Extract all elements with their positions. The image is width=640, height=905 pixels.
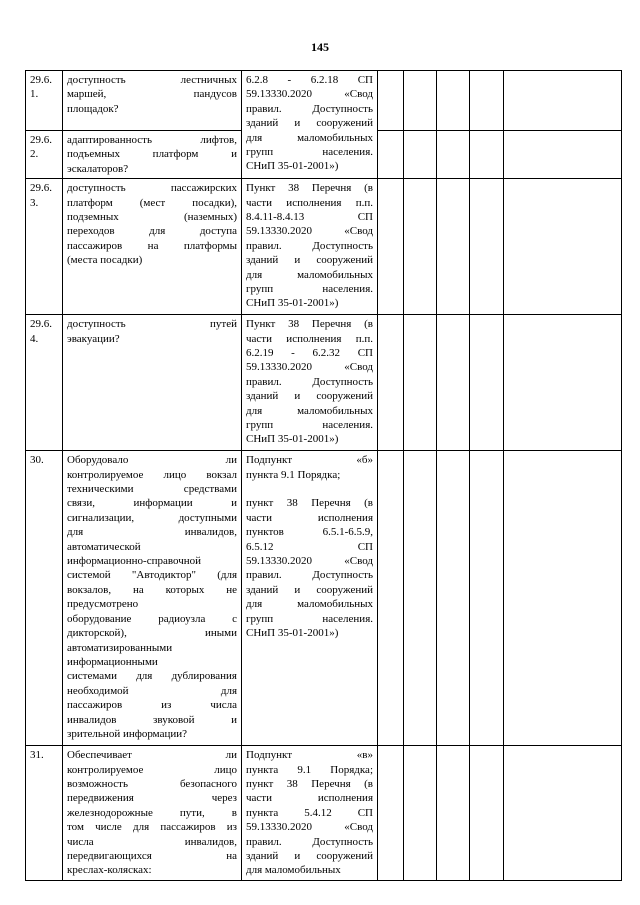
empty-answer-cell (378, 179, 404, 315)
reference-line: части исполнения п.п. (246, 196, 373, 209)
empty-answer-cell (404, 131, 437, 179)
question-line: информационными (67, 655, 158, 668)
reference-line: пункта 5.4.12 СП (246, 806, 373, 819)
question-line: креслах-колясках: (67, 864, 152, 877)
question-line: системами для дублирования (67, 670, 237, 683)
reference-line: зданий и сооружений (246, 583, 373, 596)
reference-line: части исполнения п.п. (246, 332, 373, 345)
reference-line: правил. Доступность (246, 239, 373, 252)
question-line: доступность путей (67, 318, 237, 331)
table-row (26, 451, 622, 746)
question-line: переходов для доступа (67, 225, 237, 238)
question-line: подъемных платформ и (67, 148, 237, 161)
reference-line: групп населения. (246, 283, 373, 296)
empty-answer-cell (437, 746, 470, 881)
empty-answer-cell (437, 451, 470, 746)
reference-line: 59.13330.2020 «Свод (246, 821, 373, 834)
empty-answer-cell (404, 71, 437, 131)
question-line: площадок? (67, 102, 119, 115)
empty-answer-cell (404, 746, 437, 881)
question-line: системой "Автодиктор" (для (67, 569, 237, 582)
page-number: 145 (311, 40, 329, 54)
question-cell (63, 179, 242, 315)
reference-line: 59.13330.2020 «Свод (246, 88, 373, 101)
question-line: пассажиров из числа (67, 699, 237, 712)
question-line: зрительной информации? (67, 727, 187, 740)
question-line: подземных (наземных) (67, 211, 237, 224)
empty-answer-cell (470, 315, 504, 451)
reference-cell (242, 71, 378, 179)
reference-line: правил. Доступность (246, 569, 373, 582)
question-line: Обеспечивает ли (67, 749, 237, 762)
reference-line: 6.2.8 - 6.2.18 СП (246, 74, 373, 86)
empty-answer-cell (404, 451, 437, 746)
question-line: автоматической (67, 540, 141, 553)
question-line: маршей, пандусов (67, 88, 237, 101)
reference-line: Подпункт «в» (246, 749, 373, 762)
question-cell (63, 315, 242, 451)
question-line: том числе для пассажиров из (67, 821, 237, 834)
reference-cell (242, 746, 378, 881)
empty-answer-cell (437, 315, 470, 451)
question-line: техническими средствами (67, 483, 237, 496)
reference-cell (242, 451, 378, 746)
item-number: 29.6. 2. (26, 131, 63, 179)
reference-line: для маломобильных (246, 598, 373, 611)
item-number: 29.6. 4. (26, 315, 63, 451)
empty-answer-cell (470, 131, 504, 179)
empty-answer-cell (378, 746, 404, 881)
reference-line: групп населения. (246, 146, 373, 159)
reference-line: СНиП 35-01-2001») (246, 627, 339, 640)
reference-line: Пункт 38 Перечня (в (246, 318, 373, 331)
reference-line: зданий и сооружений (246, 850, 373, 863)
question-line: Оборудовало ли (67, 454, 237, 467)
reference-line: 6.5.12 СП (246, 540, 373, 553)
reference-line: Подпункт «б» (246, 454, 373, 467)
empty-answer-cell (437, 131, 470, 179)
checklist-table (25, 70, 622, 881)
reference-line: для маломобильных (246, 864, 341, 877)
reference-line: 8.4.11-8.4.13 СП (246, 211, 373, 224)
table-row (26, 315, 622, 451)
table-row (26, 746, 622, 881)
question-line: платформ (мест посадки), (67, 196, 237, 209)
empty-answer-cell (378, 451, 404, 746)
question-cell (63, 71, 242, 131)
question-line: передвигающихся на (67, 850, 237, 863)
question-line: доступность лестничных (67, 74, 237, 86)
reference-line: групп населения. (246, 419, 373, 432)
reference-line: СНиП 35-01-2001») (246, 160, 339, 173)
empty-answer-cell (504, 315, 622, 451)
reference-line: для маломобильных (246, 404, 373, 417)
question-line: информационно-справочной (67, 555, 202, 568)
empty-answer-cell (378, 131, 404, 179)
question-line: возможность безопасного (67, 778, 237, 791)
question-line: для инвалидов, (67, 526, 237, 539)
reference-cell (242, 315, 378, 451)
question-line: сигнализации, доступными (67, 511, 237, 524)
reference-line: пункт 38 Перечня (в (246, 778, 373, 791)
reference-line: для маломобильных (246, 131, 373, 144)
reference-line: зданий и сооружений (246, 117, 373, 130)
question-line: железнодорожные пути, в (67, 806, 237, 819)
reference-line: части исполнения (246, 511, 373, 524)
reference-line: правил. Доступность (246, 102, 373, 115)
question-line: дикторской), иными (67, 627, 237, 640)
empty-answer-cell (437, 179, 470, 315)
reference-line: 59.13330.2020 «Свод (246, 555, 373, 568)
table-row (26, 71, 622, 131)
question-line: (места посадки) (67, 254, 143, 267)
reference-line: Пункт 38 Перечня (в (246, 182, 373, 195)
reference-line: зданий и сооружений (246, 254, 373, 267)
empty-answer-cell (378, 71, 404, 131)
question-cell (63, 451, 242, 746)
reference-line: 59.13330.2020 «Свод (246, 225, 373, 238)
reference-line: зданий и сооружений (246, 390, 373, 403)
question-line: связи, информации и (67, 497, 237, 510)
reference-line: пунктов 6.5.1-6.5.9, (246, 526, 373, 539)
question-line: контролируемое лицо (67, 763, 237, 776)
question-line: контролируемое лицо вокзал (67, 468, 237, 481)
empty-answer-cell (470, 71, 504, 131)
empty-answer-cell (504, 451, 622, 746)
question-line: пассажиров на платформы (67, 239, 237, 252)
question-line: эвакуации? (67, 332, 120, 345)
reference-cell (242, 179, 378, 315)
reference-line: пункта 9.1 Порядка; (246, 763, 373, 776)
reference-line: групп населения. (246, 612, 373, 625)
question-line: числа инвалидов, (67, 835, 237, 848)
empty-answer-cell (504, 179, 622, 315)
item-number: 31. (26, 746, 63, 881)
reference-line: СНиП 35-01-2001») (246, 433, 339, 446)
question-line: передвижения через (67, 792, 237, 805)
question-cell (63, 746, 242, 881)
reference-line: пункт 38 Перечня (в (246, 497, 373, 510)
reference-line: пункта 9.1 Порядка; (246, 468, 341, 481)
reference-line: СНиП 35-01-2001») (246, 297, 339, 310)
reference-line: для маломобильных (246, 268, 373, 281)
empty-answer-cell (404, 315, 437, 451)
empty-answer-cell (504, 131, 622, 179)
item-number: 29.6. 3. (26, 179, 63, 315)
reference-line (246, 482, 373, 496)
empty-answer-cell (437, 71, 470, 131)
reference-line: 6.2.19 - 6.2.32 СП (246, 347, 373, 360)
reference-line: части исполнения (246, 792, 373, 805)
reference-line: правил. Доступность (246, 375, 373, 388)
empty-answer-cell (378, 315, 404, 451)
question-line: эскалаторов? (67, 162, 129, 175)
question-line: автоматизированными (67, 641, 173, 654)
reference-line: 59.13330.2020 «Свод (246, 361, 373, 374)
question-line: оборудование радиоузла с (67, 612, 237, 625)
question-line: адаптированность лифтов, (67, 134, 237, 146)
question-line: инвалидов звуковой и (67, 713, 237, 726)
question-line: доступность пассажирских (67, 182, 237, 195)
question-cell (63, 131, 242, 179)
empty-answer-cell (504, 746, 622, 881)
reference-line: правил. Доступность (246, 835, 373, 848)
empty-answer-cell (470, 451, 504, 746)
table-row (26, 179, 622, 315)
question-line: предусмотрено (67, 598, 139, 611)
item-number: 30. (26, 451, 63, 746)
item-number: 29.6. 1. (26, 71, 63, 131)
question-line: вокзалов, на которых не (67, 583, 237, 596)
question-line: необходимой для (67, 684, 237, 697)
empty-answer-cell (404, 179, 437, 315)
empty-answer-cell (504, 71, 622, 131)
empty-answer-cell (470, 179, 504, 315)
empty-answer-cell (470, 746, 504, 881)
